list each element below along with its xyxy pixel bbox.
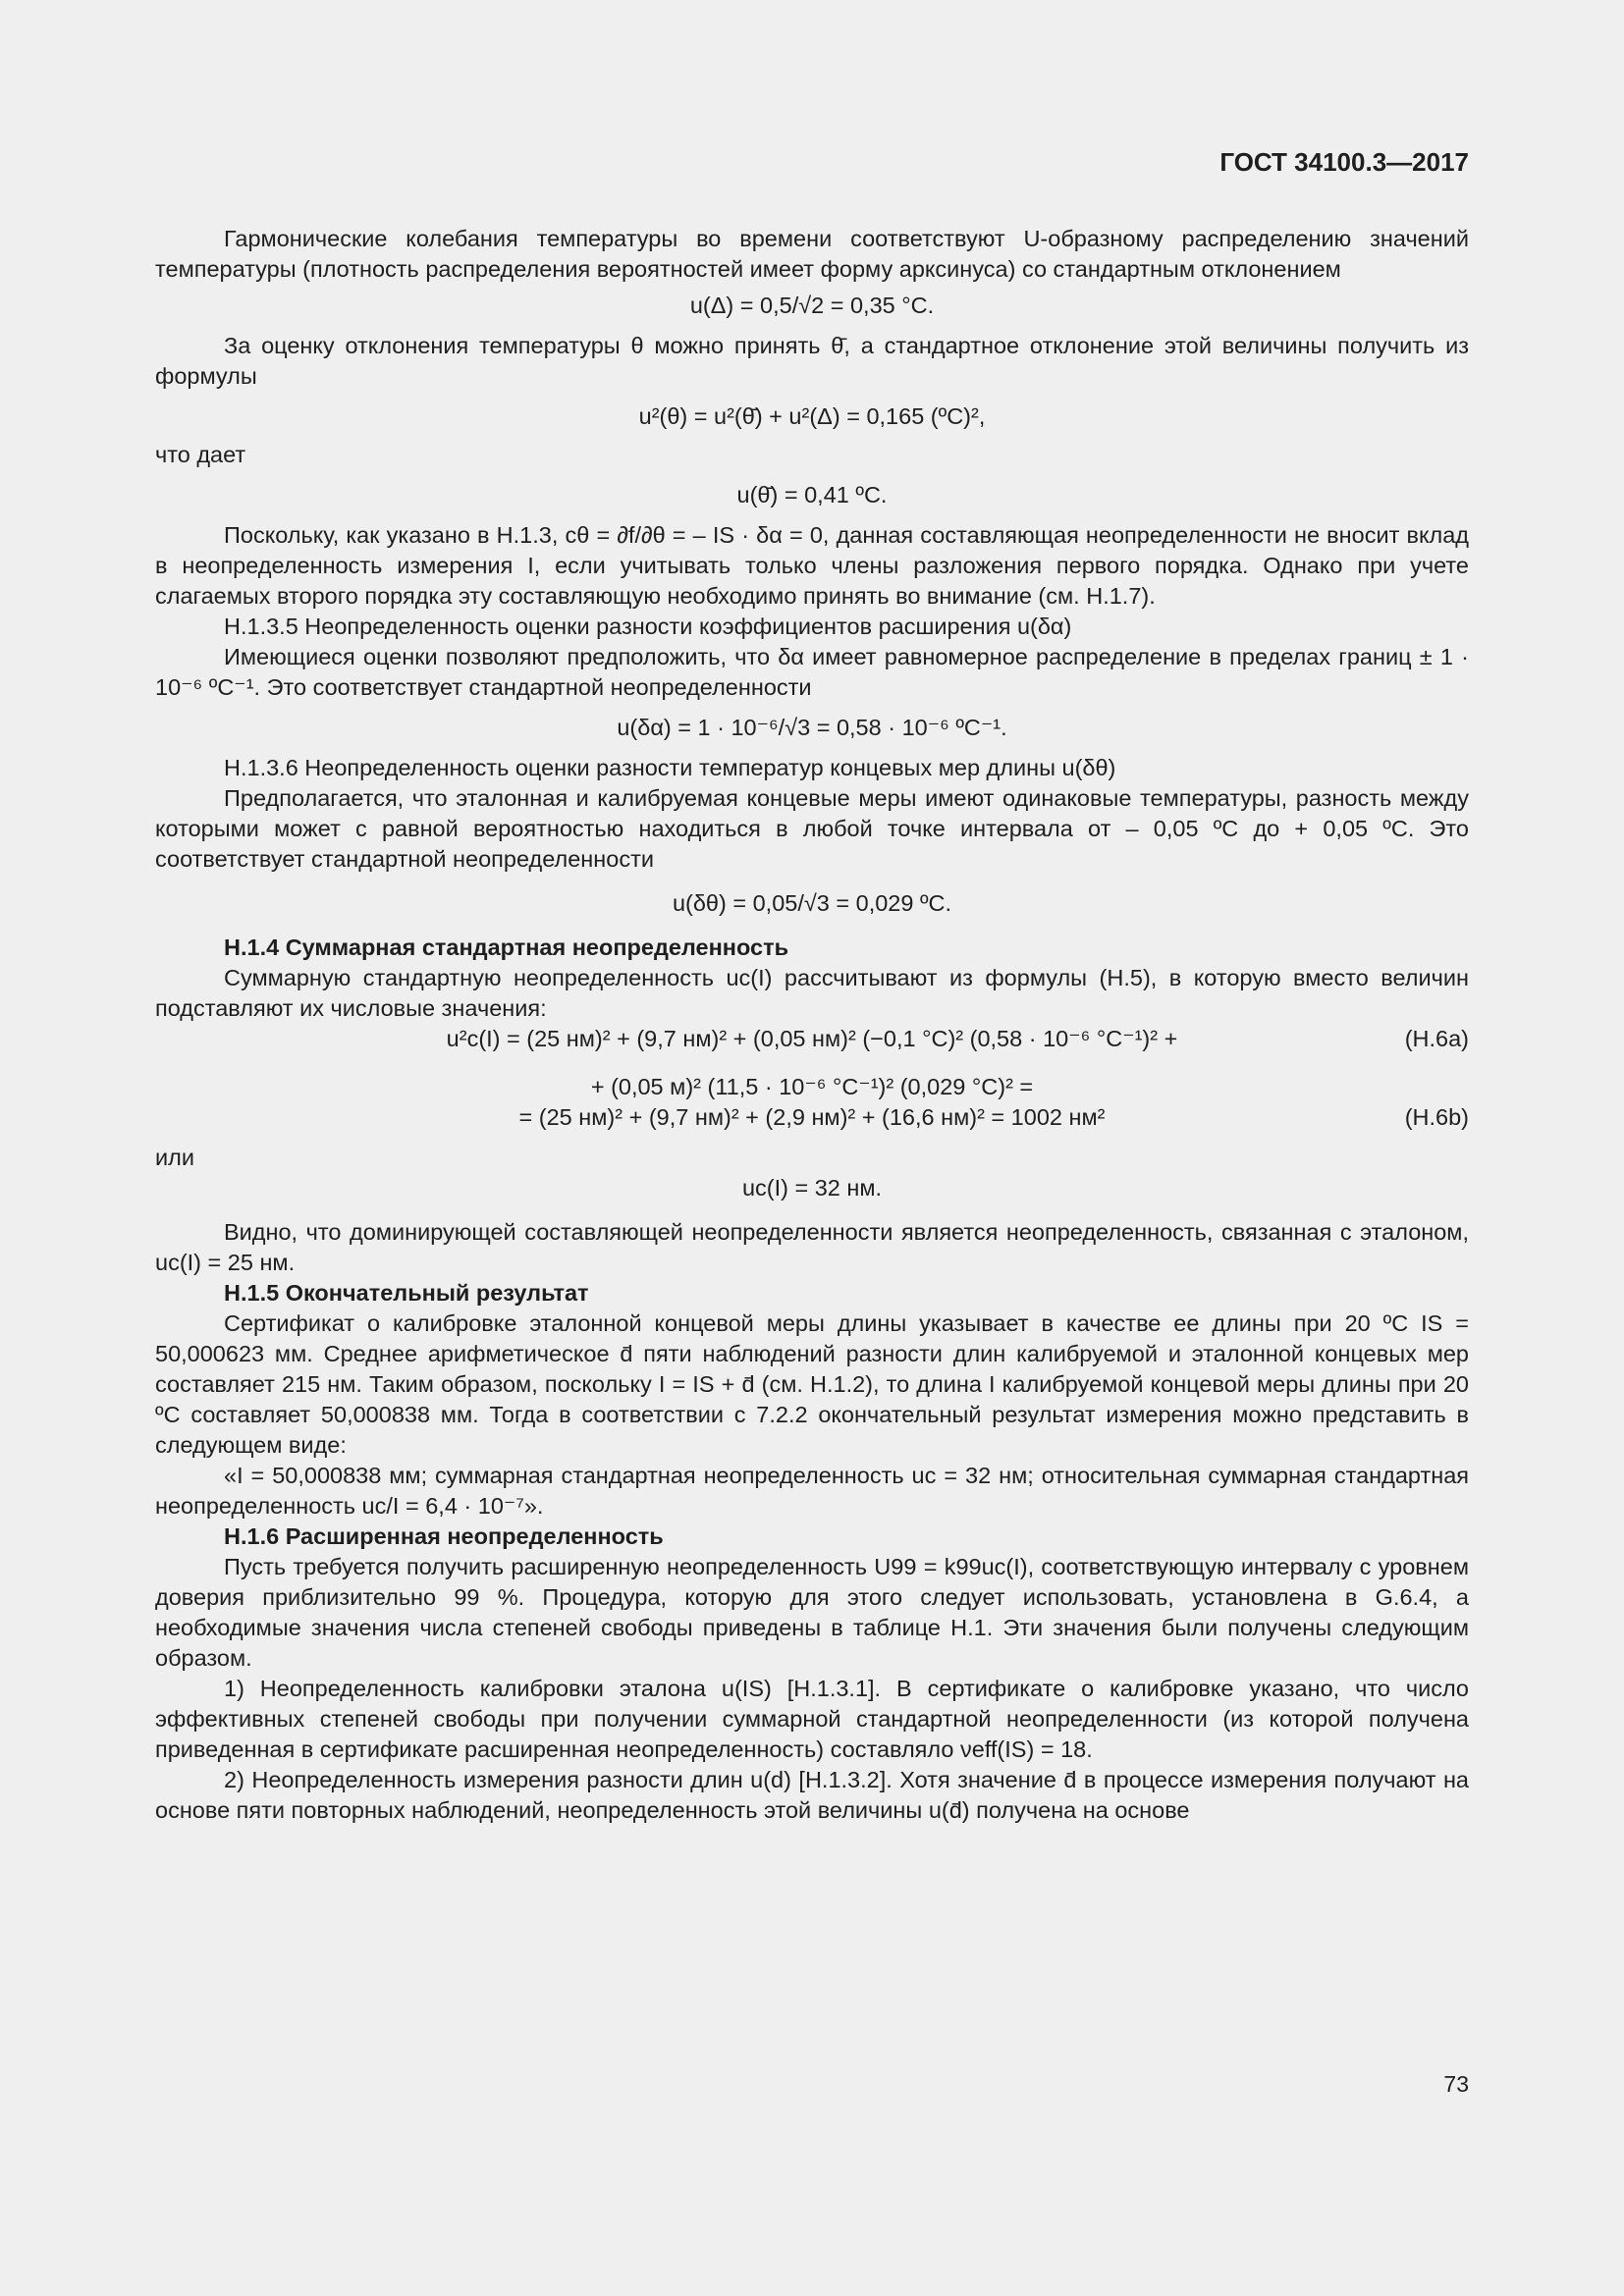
paragraph: или	[155, 1145, 194, 1170]
paragraph: Пусть требуется получить расширенную неопределенность U99 = k99uc(I), соответствующую интервалу с уровнем доверия приблизительно 99 %. Процедура, которую для этого следует использовать, установлена в G.6.4, а необходимые значения числа степеней свободы приведены в таблице Н.1. Эти значения были получены следующим образом.	[155, 1554, 1469, 1671]
page-content	[155, 224, 1469, 1826]
formula: u(Δ) = 0,5/√2 = 0,35 °C.	[689, 293, 935, 318]
formula: u²c(I) = (25 нм)² + (9,7 нм)² + (0,05 нм)² (−0,1 °C)² (0,58 · 10⁻⁶ °C⁻¹)² +	[446, 1026, 1178, 1051]
paragraph: Имеющиеся оценки позволяют предположить, что δα имеет равномерное распределение в пределах границ ± 1 · 10⁻⁶ ºC⁻¹. Это соответствует стандартной неопределенности	[155, 644, 1469, 700]
formula: u(δθ) = 0,05/√3 = 0,029 ºC.	[672, 890, 952, 916]
paragraph: За оценку отклонения температуры θ можно принять θ̄, а стандартное отклонение этой величины получить из формулы	[155, 333, 1469, 389]
paragraph: Поскольку, как указано в Н.1.3, cθ = ∂f/∂θ = – IS · δα = 0, данная составляющая неопределенности не вносит вклад в неопределенность измерения I, если учитывать только члены разложения первого порядка. Однако при учете слагаемых второго порядка эту составляющую необходимо принять во внимание (см. Н.1.7).	[155, 522, 1469, 609]
section-heading-item: Н.1.3.5 Неопределенность оценки разности коэффициентов расширения u(δα)	[224, 614, 1072, 639]
equation-number: (Н.6b)	[1404, 1104, 1469, 1130]
paragraph: Суммарную стандартную неопределенность uc(I) рассчитывают из формулы (Н.5), в которую вместо величин подставляют их числовые значения:	[155, 965, 1469, 1021]
paragraph: что дает	[155, 442, 246, 467]
paragraph: 2) Неопределенность измерения разности длин u(d) [Н.1.3.2]. Хотя значение d̄ в процессе измерения получают на основе пяти повторных наблюдений, неопределенность этой величины u(d̄) получена на основе	[155, 1767, 1469, 1823]
section-heading-item: Н.1.3.6 Неопределенность оценки разности температур концевых мер длины u(δθ)	[224, 755, 1116, 780]
formula: u(δα) = 1 · 10⁻⁶/√3 = 0,58 · 10⁻⁶ ºC⁻¹.	[617, 715, 1007, 740]
formula: u²(θ) = u²(θ̄) + u²(Δ) = 0,165 (ºC)²,	[638, 403, 986, 429]
paragraph: «I = 50,000838 мм; суммарная стандартная неопределенность uc = 32 нм; относительная суммарная стандартная неопределенность uc/I = 6,4 · 10⁻⁷».	[155, 1463, 1469, 1519]
page-number: 73	[1443, 2071, 1469, 2097]
section-heading: Н.1.5 Окончательный результат	[224, 1280, 589, 1306]
formula: u(θ̄) = 0,41 ºC.	[736, 482, 888, 507]
equation-number: (Н.6a)	[1404, 1026, 1469, 1051]
formula: = (25 нм)² + (9,7 нм)² + (2,9 нм)² + (16,6 нм)² = 1002 нм²	[518, 1104, 1106, 1130]
paragraph: Сертификат о калибровке эталонной концевой меры длины указывает в качестве ее длины при 20 ºC IS = 50,000623 мм. Среднее арифметическое d̄ пяти наблюдений разности длин калибруемой и эталонной концевых мер составляет 215 нм. Таким образом, поскольку I = IS + d̄ (см. Н.1.2), то длина I калибруемой концевой меры длины при 20 ºC составляет 50,000838 мм. Тогда в соответствии с 7.2.2 окончательный результат измерения можно представить в следующем виде:	[155, 1310, 1469, 1458]
equation-row	[155, 1024, 1469, 1054]
paragraph: 1) Неопределенность калибровки эталона u(IS) [Н.1.3.1]. В сертификате о калибровке указано, что число эффективных степеней свободы при получении суммарной стандартной неопределенности (из которой получена приведенная в сертификате расширенная неопределенность) составляло νeff(IS) = 18.	[155, 1676, 1469, 1762]
section-heading: Н.1.4 Суммарная стандартная неопределенность	[224, 934, 789, 960]
document-code-header: ГОСТ 34100.3—2017	[1219, 147, 1469, 177]
paragraph: Видно, что доминирующей составляющей неопределенности является неопределенность, связанная с эталоном, uc(I) = 25 нм.	[155, 1219, 1469, 1275]
formula: + (0,05 м)² (11,5 · 10⁻⁶ °C⁻¹)² (0,029 °C)² =	[590, 1074, 1034, 1099]
paragraph: Предполагается, что эталонная и калибруемая концевые меры имеют одинаковые температуры, разность между которыми может с равной вероятностью находиться в любой точке интервала от – 0,05 ºC до + 0,05 ºC. Это соответствует стандартной неопределенности	[155, 785, 1469, 872]
section-heading: Н.1.6 Расширенная неопределенность	[224, 1523, 664, 1549]
formula: uc(I) = 32 нм.	[741, 1175, 883, 1201]
paragraph: Гармонические колебания температуры во времени соответствуют U-образному распределению значений температуры (плотность распределения вероятностей имеет форму арксинуса) со стандартным отклонением	[155, 226, 1469, 282]
equation-row	[155, 1102, 1469, 1133]
